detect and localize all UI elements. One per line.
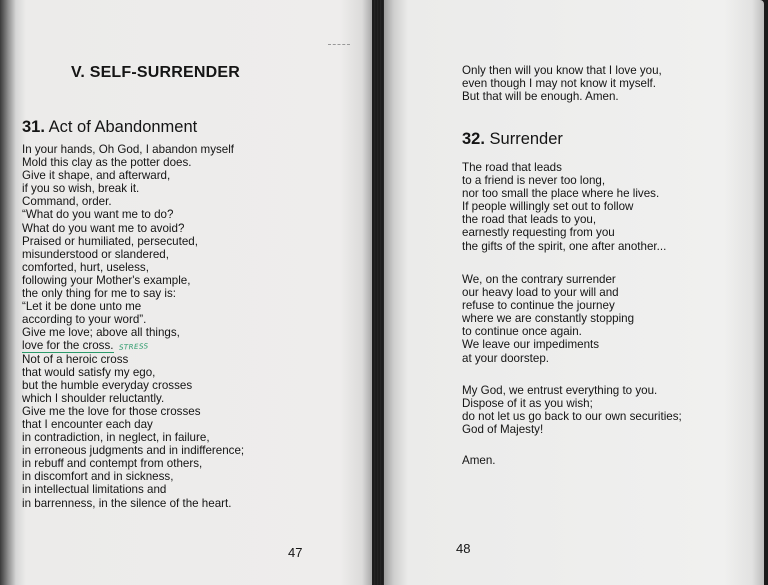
text-line: if you so wish, break it.: [22, 182, 140, 196]
text-line: which I shoulder reluctantly.: [22, 391, 165, 405]
text-line: But that will be enough. Amen.: [462, 90, 619, 104]
text-line: to continue once again.: [462, 325, 582, 339]
text-line: “What do you want me to do?: [22, 208, 174, 222]
stanza-2: [462, 273, 634, 365]
text-line: earnestly requesting from you: [462, 226, 615, 240]
text-line: misunderstood or slandered,: [22, 247, 169, 261]
text-line: What do you want me to avoid?: [22, 221, 185, 235]
text-line: in intellectual limitations and: [22, 483, 167, 497]
text-line: “Let it be done unto me: [22, 300, 142, 314]
text-line: do not let us go back to our own securities;: [462, 410, 682, 424]
text-line: in erroneous judgments and in indifference;: [22, 444, 245, 458]
text-line: We, on the contrary surrender: [462, 273, 616, 286]
stanza-3: [462, 384, 682, 436]
text-line: nor too small the place where he lives.: [462, 187, 660, 201]
text-line: where we are constantly stopping: [462, 312, 635, 326]
prayer-32-title: Surrender: [489, 130, 563, 148]
text-line: the gifts of the spirit, one after another...: [462, 239, 667, 253]
underlined-line: love for the cross.: [22, 339, 114, 353]
book-edge: [764, 0, 768, 585]
text-line: in barrenness, in the silence of the heart.: [22, 496, 232, 510]
right-page: [384, 0, 764, 585]
text-line: but the humble everyday crosses: [22, 378, 193, 392]
text-line: in discomfort and in sickness,: [22, 470, 174, 484]
text-line: that I encounter each day: [22, 417, 153, 431]
text-line: Give me love; above all things,: [22, 326, 180, 340]
text-line: Not of a heroic cross: [22, 352, 129, 366]
text-line: The road that leads: [462, 161, 562, 174]
text-line: at your doorstep.: [462, 351, 550, 365]
text-line: Give it shape, and afterward,: [22, 169, 171, 183]
text-line: following your Mother's example,: [22, 273, 191, 287]
prayer-31-number: 31.: [22, 118, 45, 136]
text-line: in contradiction, in neglect, in failure,: [22, 431, 210, 445]
text-line: Dispose of it as you wish;: [462, 397, 593, 411]
text-line: our heavy load to your will and: [462, 286, 619, 300]
text-line: the only thing for me to say is:: [22, 287, 177, 301]
closing-amen: Amen.: [462, 454, 496, 467]
text-line: the road that leads to you,: [462, 213, 597, 227]
text-line: My God, we entrust everything to you.: [462, 384, 658, 397]
text-line: that would satisfy my ego,: [22, 365, 156, 379]
text-line: to a friend is never too long,: [462, 174, 606, 188]
text-line: refuse to continue the journey: [462, 299, 615, 313]
section-title: V. SELF-SURRENDER: [71, 64, 241, 81]
book-gutter: [372, 0, 384, 585]
text-line: Only then will you know that I love you,: [462, 64, 662, 77]
text-line: even though I may not know it myself.: [462, 77, 656, 91]
text-line: We leave our impediments: [462, 338, 600, 352]
text-line: God of Majesty!: [462, 423, 544, 437]
text-line: Give me the love for those crosses: [22, 404, 201, 418]
left-page: [0, 0, 372, 585]
stanza-1: [462, 161, 666, 253]
text-line: in rebuff and contempt from others,: [22, 457, 203, 471]
prayer-31-text: [22, 143, 244, 510]
text-line: Praised or humiliated, persecuted,: [22, 234, 198, 248]
text-line: Command, order.: [22, 195, 112, 209]
page-number-48: 48: [456, 541, 471, 556]
handwritten-note: STRESS: [118, 342, 149, 353]
text-line: If people willingly set out to follow: [462, 200, 634, 214]
text-line: In your hands, Oh God, I abandon myself: [22, 143, 235, 156]
prayer-31-title: Act of Abandonment: [48, 118, 198, 136]
text-line: [22, 339, 244, 352]
text-line: according to your word”.: [22, 313, 147, 327]
page-number-47: 47: [288, 545, 303, 560]
prayer-32-heading: [462, 130, 563, 149]
prayer-32-number: 32.: [462, 130, 485, 148]
prayer-31-heading: [22, 118, 197, 137]
text-line: comforted, hurt, useless,: [22, 260, 149, 274]
prayer-31-ending: [462, 64, 662, 103]
page-mark: [328, 44, 350, 46]
text-line: Mold this clay as the potter does.: [22, 156, 192, 170]
